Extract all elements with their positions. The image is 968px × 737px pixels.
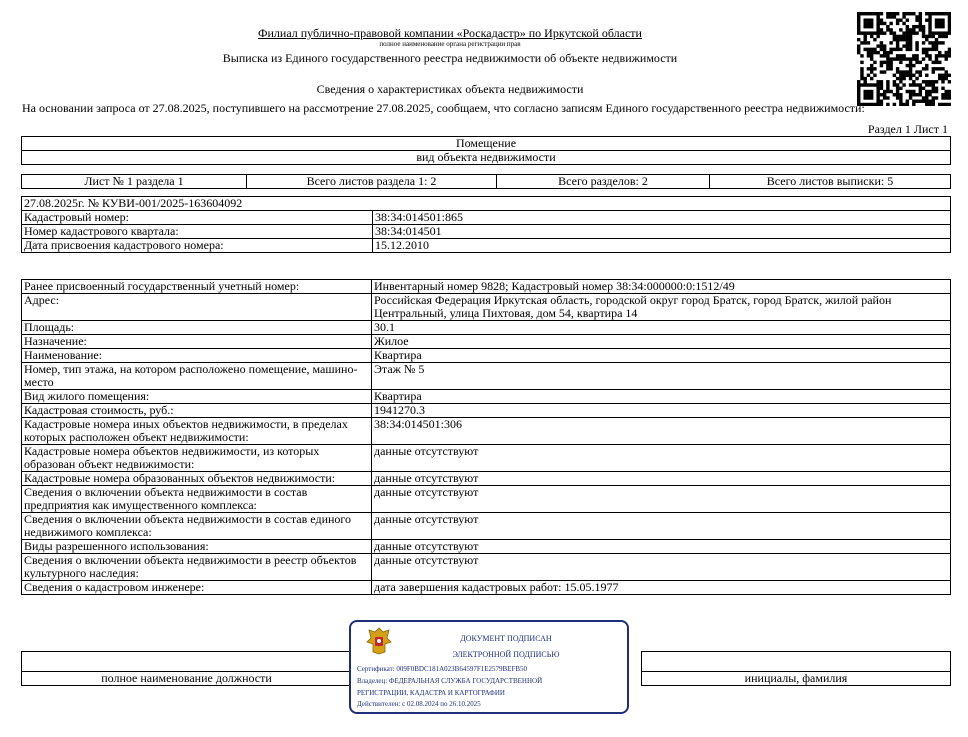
table-row — [22, 513, 951, 540]
table-row — [22, 486, 951, 513]
row-label: Сведения о кадастровом инженере: — [22, 581, 372, 595]
name-cell — [642, 652, 951, 672]
row-label: Виды разрешенного использования: — [22, 540, 372, 554]
position-caption: полное наименование должности — [22, 672, 352, 686]
row-label: Кадастровые номера объектов недвижимости, из которых образован объект недвижимости: — [22, 445, 372, 472]
table-row — [22, 335, 951, 349]
row-label: Площадь: — [22, 321, 372, 335]
row-value: данные отсутствуют — [372, 445, 951, 472]
row-value: 38:34:014501:306 — [372, 418, 951, 445]
object-type-table — [21, 136, 951, 165]
table-row — [22, 445, 951, 472]
row-value: данные отсутствуют — [372, 486, 951, 513]
intro-text: На основании запроса от 27.08.2025, поступившего на рассмотрение 27.08.2025, сообщаем, что согласно записям Единого государственного реестра недвижимости: — [22, 101, 865, 115]
row-value: данные отсутствуют — [372, 554, 951, 581]
row-value: Инвентарный номер 9828; Кадастровый номер 38:34:000000:0:1512/49 — [372, 280, 951, 294]
position-cell — [22, 652, 352, 672]
sheets-in-section: Всего листов раздела 1: 2 — [247, 175, 497, 189]
org-name: Филиал публично-правовой компании «Роскадастр» по Иркутской области — [258, 26, 642, 40]
row-label: Сведения о включении объекта недвижимости в состав единого недвижимого комплекса: — [22, 513, 372, 540]
row-value: 38:34:014501 — [373, 225, 951, 239]
org-caption: полное наименование органа регистрации прав — [379, 40, 521, 48]
table-row — [22, 363, 951, 390]
row-value: Квартира — [372, 349, 951, 363]
object-type: Помещение — [22, 137, 951, 151]
table-row — [22, 554, 951, 581]
sig-owner: Владелец: ФЕДЕРАЛЬНАЯ СЛУЖБА ГОСУДАРСТВЕННОЙ — [357, 677, 543, 685]
sig-owner2: РЕГИСТРАЦИИ, КАДАСТРА И КАРТОГРАФИИ — [357, 689, 505, 697]
table-row — [22, 404, 951, 418]
table-row — [22, 349, 951, 363]
row-value: Этаж № 5 — [372, 363, 951, 390]
sheet-number: Лист № 1 раздела 1 — [22, 175, 247, 189]
name-caption: инициалы, фамилия — [642, 672, 951, 686]
row-label: Кадастровая стоимость, руб.: — [22, 404, 372, 418]
ids-table — [21, 196, 951, 253]
row-value: Квартира — [372, 390, 951, 404]
row-value: дата завершения кадастровых работ: 15.05.1977 — [372, 581, 951, 595]
table-row — [22, 225, 951, 239]
subtitle: Сведения о характеристиках объекта недвижимости — [316, 82, 584, 96]
row-value: Жилое — [372, 335, 951, 349]
e-signature-stamp — [349, 620, 629, 714]
row-label: Дата присвоения кадастрового номера: — [22, 239, 373, 253]
row-label: Наименование: — [22, 349, 372, 363]
row-value: 15.12.2010 — [373, 239, 951, 253]
sig-line2: ЭЛЕКТРОННОЙ ПОДПИСЬЮ — [452, 650, 560, 659]
object-type-caption: вид объекта недвижимости — [22, 151, 951, 165]
doc-title: Выписка из Единого государственного реестра недвижимости об объекте недвижимости — [222, 51, 678, 65]
table-row — [22, 239, 951, 253]
row-value: 1941270.3 — [372, 404, 951, 418]
table-row — [22, 211, 951, 225]
emblem-icon — [365, 626, 393, 656]
table-row — [22, 418, 951, 445]
row-label: Вид жилого помещения: — [22, 390, 372, 404]
row-label: Назначение: — [22, 335, 372, 349]
table-row — [22, 581, 951, 595]
table-row — [22, 294, 951, 321]
table-row — [22, 321, 951, 335]
row-value: данные отсутствуют — [372, 540, 951, 554]
sheets-total: Всего листов выписки: 5 — [710, 175, 951, 189]
row-label: Кадастровые номера иных объектов недвижимости, в пределах которых расположен объект недвижимости: — [22, 418, 372, 445]
sig-line1: ДОКУМЕНТ ПОДПИСАН — [460, 634, 552, 643]
table-row — [22, 540, 951, 554]
table-row — [22, 280, 951, 294]
row-value: данные отсутствуют — [372, 472, 951, 486]
details-table — [21, 279, 951, 595]
qr-code — [857, 12, 951, 106]
sections-count: Всего разделов: 2 — [497, 175, 710, 189]
row-value: 38:34:014501:865 — [373, 211, 951, 225]
row-label: Сведения о включении объекта недвижимости в реестр объектов культурного наследия: — [22, 554, 372, 581]
row-value: данные отсутствуют — [372, 513, 951, 540]
row-label: Номер кадастрового квартала: — [22, 225, 373, 239]
row-label: Номер, тип этажа, на котором расположено помещение, машино-место — [22, 363, 372, 390]
doc-number: 27.08.2025г. № КУВИ-001/2025-163604092 — [22, 197, 951, 211]
row-label: Адрес: — [22, 294, 372, 321]
row-label: Кадастровый номер: — [22, 211, 373, 225]
section-label: Раздел 1 Лист 1 — [867, 122, 948, 136]
row-label: Сведения о включении объекта недвижимости в состав предприятия как имущественного комплекса: — [22, 486, 372, 513]
table-row — [22, 390, 951, 404]
sig-valid: Действителен: с 02.08.2024 по 26.10.2025 — [357, 700, 481, 708]
row-label: Кадастровые номера образованных объектов недвижимости: — [22, 472, 372, 486]
row-value: 30.1 — [372, 321, 951, 335]
sig-cert: Сертификат: 009F0BDC181A023B64597F1E2579BEFB50 — [357, 665, 528, 673]
row-label: Ранее присвоенный государственный учетный номер: — [22, 280, 372, 294]
row-value: Российская Федерация Иркутская область, городской округ город Братск, город Братск, жилой район Центральный, улица Пихтовая, дом 54, квартира 14 — [372, 294, 951, 321]
table-row — [22, 472, 951, 486]
sheets-table — [21, 174, 951, 189]
